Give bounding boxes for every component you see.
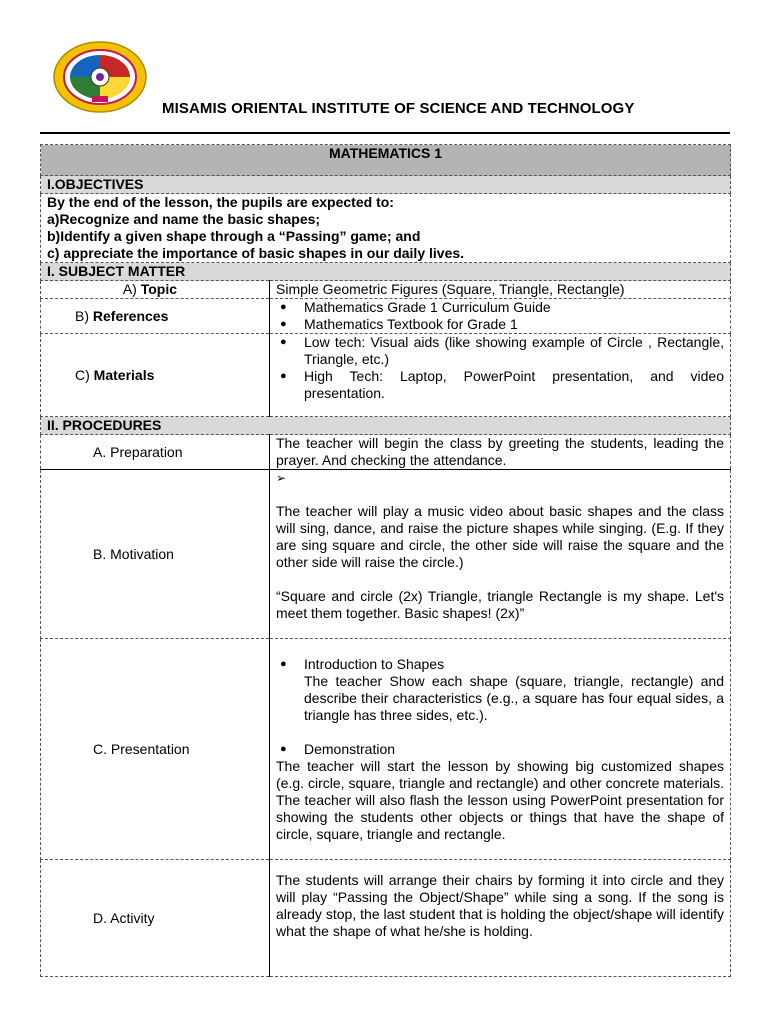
reference-item: ● Mathematics Textbook for Grade 1 xyxy=(276,316,724,333)
title-row xyxy=(41,145,731,176)
motivation-label: B. Motivation xyxy=(41,470,270,639)
objectives-text xyxy=(41,194,731,263)
activity-text: The students will arrange their chairs by forming it into circle and they will play “Passing the Object/Shape” while sing a song. If the song is already stop, the last student that is holding the object/shape will identify what the shape of what he/she is holding. xyxy=(276,872,725,939)
materials-list-cell xyxy=(270,334,731,417)
activity-label: D. Activity xyxy=(41,860,270,977)
materials-list xyxy=(276,334,724,402)
presentation-item-title: ● Introduction to Shapes xyxy=(304,656,445,672)
school-seal-logo xyxy=(52,40,148,114)
materials-prefix: C) xyxy=(75,366,94,383)
presentation-item xyxy=(276,656,724,724)
preparation-label: A. Preparation xyxy=(41,435,270,470)
lesson-plan-table xyxy=(40,144,731,977)
subject-title: MATHEMATICS 1 xyxy=(41,145,731,176)
presentation-item-text: The teacher Show each shape (square, triangle, rectangle) and describe their characteristics (e.g., a square has four equal sides, a triangle has three sides, etc.). xyxy=(304,673,725,723)
references-list xyxy=(276,299,724,333)
topic-row xyxy=(41,281,731,299)
objectives-heading-row xyxy=(41,176,731,194)
objectives-row xyxy=(41,194,731,263)
references-row xyxy=(41,299,731,334)
preparation-row xyxy=(41,435,731,470)
objectives-line: c) appreciate the importance of basic shapes in our daily lives. xyxy=(47,245,465,261)
preparation-text: The teacher will begin the class by greeting the students, leading the prayer. And checking the attendance. xyxy=(270,435,731,470)
motivation-text: The teacher will play a music video about basic shapes and the class will sing, dance, and raise the picture shapes while singing. (E.g. If they are sing square and circle, the other side will raise the square and the other side will raise the circle.) xyxy=(276,503,725,570)
procedures-heading-row xyxy=(41,417,731,435)
motivation-song: “Square and circle (2x) Triangle, triangle Rectangle is my shape. Let's meet them together. Basic shapes! (2x)” xyxy=(276,588,725,621)
materials-row xyxy=(41,334,731,417)
arrow-bullet-icon: ➢ xyxy=(276,471,287,485)
material-item: ● Low tech: Visual aids (like showing example of Circle , Rectangle, Triangle, etc.) xyxy=(276,334,724,368)
references-prefix: B) xyxy=(75,307,93,324)
objectives-line: By the end of the lesson, the pupils are expected to: xyxy=(47,194,394,210)
references-label: References xyxy=(92,307,169,324)
subject-matter-heading: I. SUBJECT MATTER xyxy=(41,263,731,281)
materials-label: Materials xyxy=(93,366,155,383)
topic-label-cell xyxy=(41,281,270,299)
references-list-cell xyxy=(270,299,731,334)
reference-item: ● Mathematics Grade 1 Curriculum Guide xyxy=(276,299,724,316)
presentation-label: C. Presentation xyxy=(41,639,270,860)
presentation-list xyxy=(276,656,724,724)
topic-value: Simple Geometric Figures (Square, Triangle, Rectangle) xyxy=(270,281,731,299)
objectives-line: a)Recognize and name the basic shapes; xyxy=(47,211,321,227)
topic-label: Topic xyxy=(140,281,177,297)
presentation-cell xyxy=(270,639,731,860)
motivation-row xyxy=(41,470,731,639)
motivation-cell xyxy=(270,470,731,639)
procedures-heading: II. PROCEDURES xyxy=(41,417,731,435)
presentation-list-2 xyxy=(276,741,724,758)
presentation-item-text-2: The teacher will start the lesson by showing big customized shapes (e.g. circle, square, triangle and rectangle) and other concrete materials. The teacher will also flash the lesson using PowerPoint presentation for showing the students other objects or things that have the shape of circle, square, triangle and rectangle. xyxy=(276,758,725,842)
presentation-row xyxy=(41,639,731,860)
references-label-cell xyxy=(41,299,270,334)
material-item: ● High Tech: Laptop, PowerPoint presentation, and video presentation. xyxy=(276,368,724,402)
school-name: MISAMIS ORIENTAL INSTITUTE OF SCIENCE AND TECHNOLOGY xyxy=(162,100,635,117)
objectives-line: b)Identify a given shape through a “Passing” game; and xyxy=(47,228,421,244)
activity-cell xyxy=(270,860,731,977)
objectives-heading: I.OBJECTIVES xyxy=(41,176,731,194)
materials-label-cell xyxy=(41,334,270,417)
topic-prefix: A) xyxy=(122,281,141,297)
subject-matter-heading-row xyxy=(41,263,731,281)
activity-row xyxy=(41,860,731,977)
header-rule xyxy=(40,132,730,134)
presentation-item: ● Demonstration xyxy=(276,741,724,758)
